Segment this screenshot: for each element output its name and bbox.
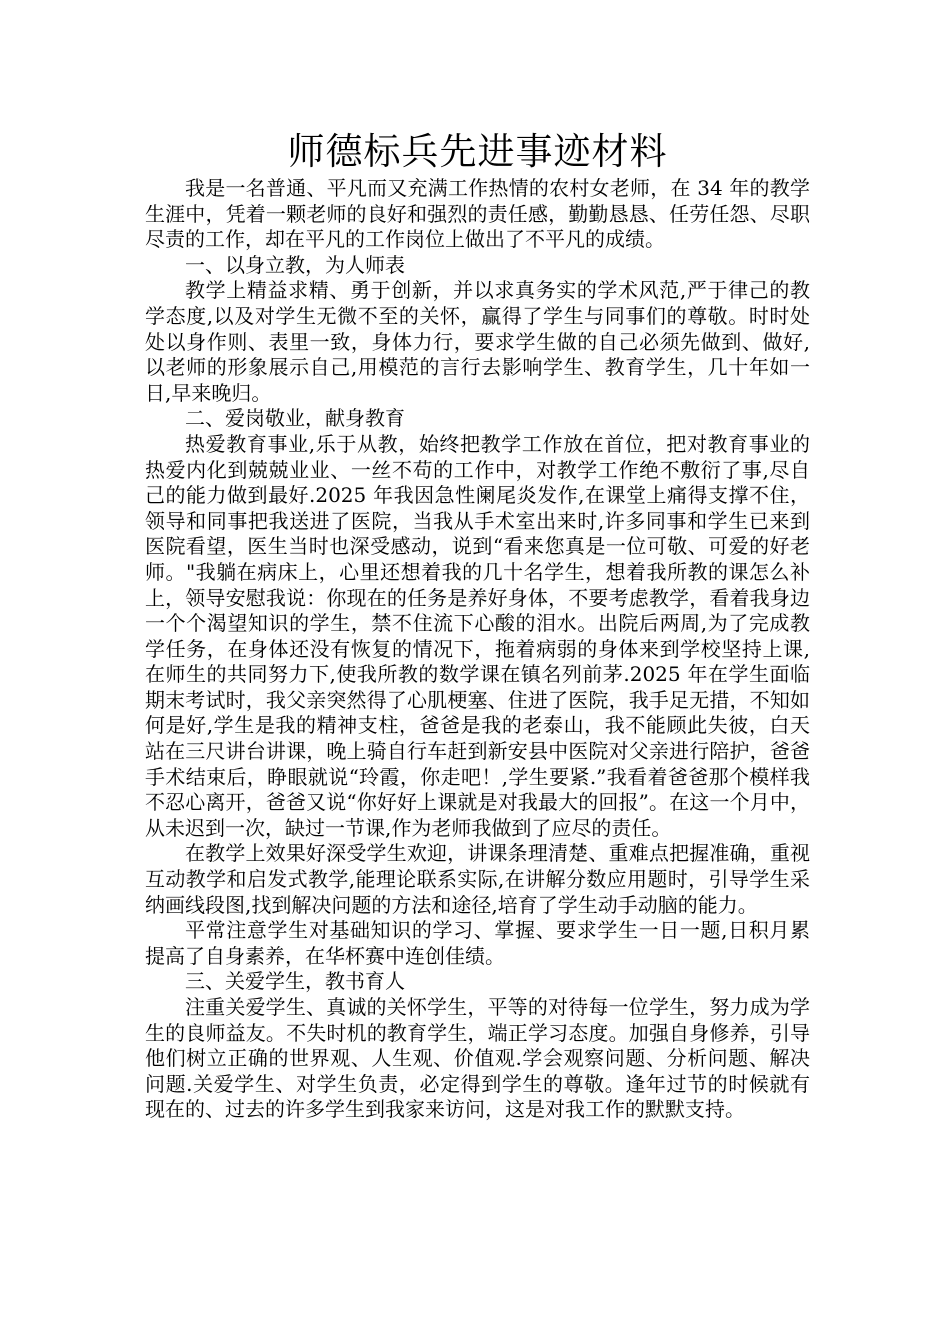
document-page: [145, 128, 810, 1123]
section-3-paragraph: 注重关爱学生、真诚的关怀学生，平等的对待每一位学生，努力成为学生的良师益友。不失时机的教育学生，端正学习态度。加强自身修养，引导他们树立正确的世界观、人生观、价值观.学会观察问题、分析问题、解决问题.关爱学生、对学生负责，必定得到学生的尊敬。逢年过节的时候就有现在的、过去的许多学生到我家来访问，这是对我工作的默默支持。: [145, 995, 810, 1122]
section-heading-1: 一、以身立教，为人师表: [185, 252, 405, 277]
document-body: [145, 176, 810, 1123]
section-heading-2: 二、爱岗敬业，献身教育: [185, 406, 405, 431]
section-heading-3: 三、关爱学生，教书育人: [185, 969, 405, 994]
section-2-paragraph-2: 在教学上效果好深受学生欢迎，讲课条理清楚、重难点把握准确，重视互动教学和启发式教学,能理论联系实际,在讲解分数应用题时，引导学生采纳画线段图,找到解决问题的方法和途径,培育了学生动手动脑的能力。: [145, 841, 810, 917]
section-1-paragraph: 教学上精益求精、勇于创新，并以求真务实的学术风范,严于律己的教学态度,以及对学生无微不至的关怀，赢得了学生与同事们的尊敬。时时处处以身作则、表里一致，身体力行，要求学生做的自己必须先做到、做好,以老师的形象展示自己,用模范的言行去影响学生、教育学生，几十年如一日,早来晚归。: [145, 278, 810, 405]
document-title: 师德标兵先进事迹材料: [287, 130, 668, 173]
intro-paragraph: 我是一名普通、平凡而又充满工作热情的农村女老师，在 34 年的教学生涯中，凭着一颗老师的良好和强烈的责任感，勤勤恳恳、任劳任怨、尽职尽责的工作，却在平凡的工作岗位上做出了不平凡的成绩。: [145, 176, 810, 252]
section-2-paragraph-3: 平常注意学生对基础知识的学习、掌握、要求学生一日一题,日积月累提高了自身素养，在华杯赛中连创佳绩。: [145, 918, 810, 968]
section-2-paragraph-1: 热爱教育事业,乐于从教，始终把教学工作放在首位，把对教育事业的热爱内化到兢兢业业、一丝不苟的工作中，对教学工作绝不敷衍了事,尽自己的能力做到最好.2025 年我因急性阑尾炎发作,在课堂上痛得支撑不住，领导和同事把我送进了医院，当我从手术室出来时,许多同事和学生已来到医院看望，医生当时也深受感动，说到“看来您真是一位可敬、可爱的好老师。"我躺在病床上，心里还想着我的几十名学生，想着我所教的课怎么补上，领导安慰我说：你现在的任务是养好身体，不要考虑教学，看着我身边一个个渴望知识的学生，禁不住流下心酸的泪水。出院后两周,为了完成教学任务，在身体还没有恢复的情况下，拖着病弱的身体来到学校坚持上课,在师生的共同努力下,使我所教的数学课在镇名列前茅.2025 年在学生面临期末考试时，我父亲突然得了心肌梗塞、住进了医院，我手足无措，不知如何是好,学生是我的精神支柱，爸爸是我的老泰山，我不能顾此失彼，白天站在三尺讲台讲课，晚上骑自行车赶到新安县中医院对父亲进行陪护，爸爸手术结束后，睁眼就说“玲霞，你走吧！,学生要紧.”我看着爸爸那个模样我不忍心离开，爸爸又说“你好好上课就是对我最大的回报”。在这一个月中，从未迟到一次，缺过一节课,作为老师我做到了应尽的责任。: [145, 431, 810, 840]
